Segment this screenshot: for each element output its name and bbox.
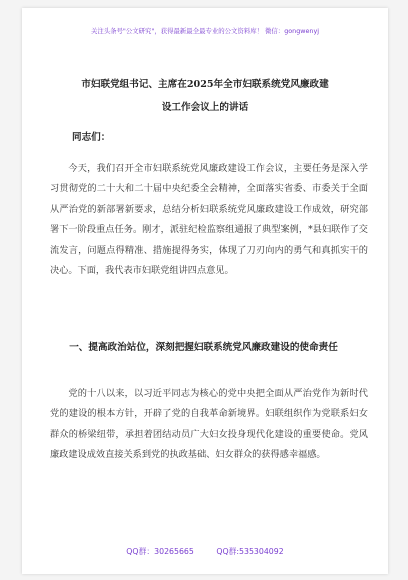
header-note: 关注头条号"公文研究"，获得最新最全最专业的公文资料库！ 微信：gongwenyj bbox=[90, 27, 320, 35]
section-heading-1: 一、提高政治站位，深刻把握妇联系统党风廉政建设的使命责任 bbox=[69, 342, 338, 353]
footer-qq-group-2: QQ群:535304092 bbox=[216, 547, 284, 556]
document-title-line1: 市妇联党组书记、主席在2025年全市妇联系统党风廉政建 bbox=[81, 79, 329, 90]
footer-qq-group-1: QQ群：30265665 bbox=[126, 547, 194, 556]
paragraph-section1: 党的十八以来，以习近平同志为核心的党中央把全面从严治党作为新时代党的建设的根本方针，开辟了党的自我革命新境界。妇联组织作为党联系妇女群众的桥梁纽带，承担着团结动员广大妇女投身现代化建设的重要使命。党风廉政建设成效直接关系到党的执政基础、妇女群众的获得感幸福感。 bbox=[50, 388, 368, 461]
greeting: 同志们： bbox=[72, 132, 111, 143]
footer-contact bbox=[22, 546, 388, 557]
document-title-line2: 设工作会议上的讲话 bbox=[161, 102, 249, 113]
paragraph-intro: 今天，我们召开全市妇联系统党风廉政建设工作会议，主要任务是深入学习贯彻党的二十大和二十届中央纪委全会精神，全面落实省委、市委关于全面从严治党的新部署新要求，总结分析妇联系统党风廉政建设工作成效，研究部署下一阶段重点任务。刚才，派驻纪检监察组通报了典型案例，*县妇联作了交流发言，问题点得精准、措施提得务实，体现了刀刃向内的勇气和真抓实干的决心。下面，我代表市妇联党组讲四点意见。 bbox=[50, 163, 368, 277]
document-page bbox=[22, 8, 388, 574]
